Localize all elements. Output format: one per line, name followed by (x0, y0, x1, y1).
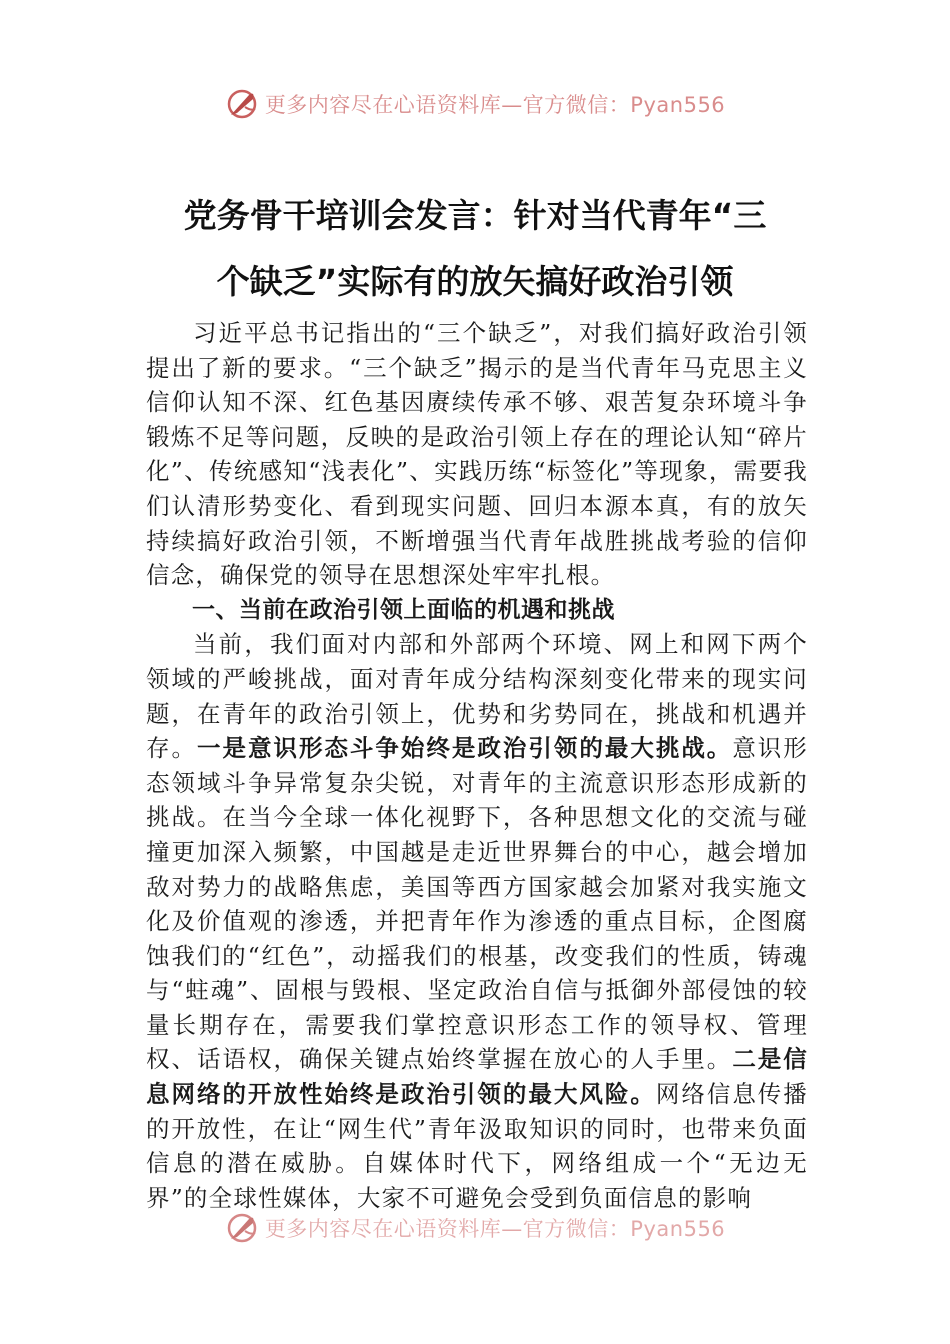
point-2-heading: 二是信息网络的开放性始终是政治引领的最大风险。 (146, 1045, 808, 1109)
header-watermark (0, 84, 950, 124)
point-1-heading: 一是意识形态斗争始终是政治引领的最大挑战。 (196, 734, 733, 763)
paragraph-challenges-intro: 当前，我们面对内部和外部两个环境、网上和网下两个领域的严峻挑战，面对青年成分结构深刻变化带来的现实问题，在青年的政治引领上，优势和劣势同在，挑战和机遇并存。 (146, 630, 808, 763)
document-title-line-2: 个缺乏”实际有的放矢搞好政治引领 (216, 262, 734, 301)
point-2-text: 网络信息传播的开放性，在让“网生代”青年汲取知识的同时，也带来负面信息的潜在威胁。自媒体时代下，网络组成一个“无边无界”的全球性媒体，大家不可避免会受到负面信息的影响 (146, 1080, 809, 1212)
watermark-text: 更多内容尽在心语资料库—官方微信：Pyan556 (264, 1217, 726, 1241)
paragraph-intro: 习近平总书记指出的“三个缺乏”，对我们搞好政治引领提出了新的要求。“三个缺乏”揭示的是当代青年马克思主义信仰认知不深、红色基因赓续传承不够、艰苦复杂环境斗争锻炼不足等问题，反映的是政治引领上存在的理论认知“碎片化”、传统感知“浅表化”、实践历练“标签化”等现象，需要我们认清形势变化、看到现实问题、回归本源本真，有的放矢持续搞好政治引领，不断增强当代青年战胜挑战考验的信仰信念，确保党的领导在思想深处牢牢扎根。 (146, 319, 808, 590)
quill-logo-icon (225, 87, 259, 121)
watermark-text: 更多内容尽在心语资料库—官方微信：Pyan556 (264, 93, 726, 117)
document-title-line-1: 党务骨干培训会发言：针对当代青年“三 (183, 196, 767, 235)
point-1-text: 意识形态领域斗争异常复杂尖锐，对青年的主流意识形态形成新的挑战。在当今全球一体化视野下，各种思想文化的交流与碰撞更加深入频繁，中国越是走近世界舞台的中心，越会增加敌对势力的战略焦虑，美国等西方国家越会加紧对我实施文化及价值观的渗透，并把青年作为渗透的重点目标，企图腐蚀我们的“红色”，动摇我们的根基，改变我们的性质，铸魂与“蛀魂”、固根与毁根、坚定政治自信与抵御外部侵蚀的较量长期存在，需要我们掌控意识形态工作的领导权、管理权、话语权，确保关键点始终掌握在放心的人手里。 (146, 734, 808, 1074)
document-body (146, 316, 808, 1215)
section-heading-1: 一、当前在政治引领上面临的机遇和挑战 (192, 596, 615, 623)
footer-watermark (0, 1208, 950, 1248)
quill-logo-icon (225, 1211, 259, 1245)
paragraph-challenges (146, 627, 808, 1215)
